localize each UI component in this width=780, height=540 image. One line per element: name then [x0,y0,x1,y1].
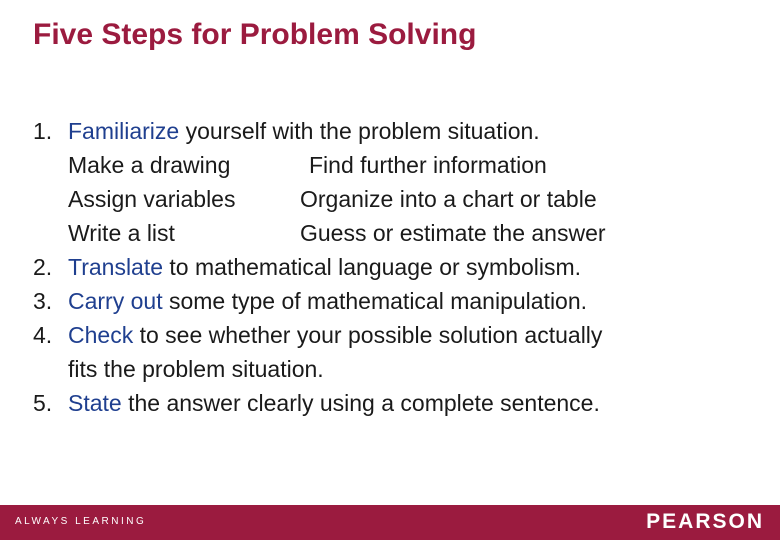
step-keyword: State [68,390,122,416]
sub-item: Organize into a chart or table [300,186,597,212]
step-keyword: Check [68,322,134,348]
step-continuation: fits the problem situation. [68,356,324,382]
sub-item: Make a drawing [68,152,231,178]
step-keyword: Carry out [68,288,163,314]
step-number: 4. [33,322,53,348]
step-text [68,386,600,420]
step-keyword: Familiarize [68,118,180,144]
step-number: 1. [33,118,53,144]
step-text [68,114,540,148]
sub-item: Write a list [68,220,175,246]
step-keyword: Translate [68,254,164,280]
step-description: yourself with the problem situation. [179,118,540,144]
step-number: 3. [33,288,53,314]
sub-item: Assign variables [68,186,236,212]
step-number: 2. [33,254,53,280]
step-text [68,284,587,318]
slide-title: Five Steps for Problem Solving [33,18,477,51]
step-text [68,250,581,284]
step-description: some type of mathematical manipulation. [162,288,588,314]
step-description: the answer clearly using a complete sentence. [121,390,600,416]
step-text [68,318,602,352]
step-description: to see whether your possible solution actually [133,322,603,348]
footer-bar [0,505,780,540]
sub-item: Guess or estimate the answer [300,220,606,246]
step-number: 5. [33,390,53,416]
sub-item: Find further information [309,152,547,178]
brand-logo: PEARSON [646,510,764,533]
step-description: to mathematical language or symbolism. [163,254,582,280]
footer-tagline: ALWAYS LEARNING [15,516,147,527]
